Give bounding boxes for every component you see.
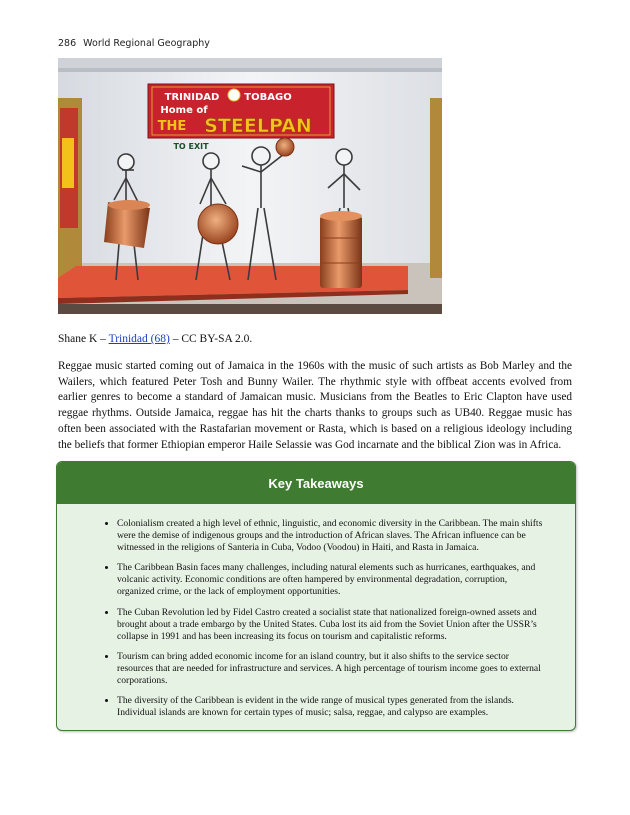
caption-link-trinidad[interactable]: Trinidad (68): [108, 333, 170, 345]
book-title: World Regional Geography: [83, 38, 210, 49]
caption-license: – CC BY-SA 2.0.: [172, 333, 253, 345]
exit-sign: TO EXIT: [173, 142, 209, 151]
banner-text-tobago: TOBAGO: [244, 92, 292, 103]
takeaway-item: • The Caribbean Basin faces many challenges, including natural elements such as hurricanes, earthquakes, and volcanic activity. Economic conditions are often hampered by environmental degradation, corruption, organized crime, or the lack of employment opportunities.: [117, 562, 547, 598]
steelpan-banner: [148, 84, 334, 138]
key-takeaways-title: Key Takeaways: [57, 462, 575, 504]
oil-drum-4: [320, 216, 362, 288]
takeaway-item: • Colonialism created a high level of ethnic, linguistic, and economic diversity in the Caribbean. The main shifts were the demise of indigenous groups and the introduction of African slaves. The African influence can be witnessed in the religions of Santeria in Cuba, Vodoo (Voodou) in Haiti, and Rasta in Jamaica.: [117, 518, 547, 554]
steelpan-photo: [58, 58, 442, 314]
steelpan-3: [276, 138, 294, 156]
banner-text-steelpan: STEELPAN: [204, 115, 312, 137]
takeaway-item: • The diversity of the Caribbean is evident in the wide range of musical types generated from the islands. Individual islands are known for certain types of music; salsa, reggae, and calypso are examples.: [117, 695, 547, 719]
page-number: 286: [58, 38, 77, 49]
takeaway-item: • Tourism can bring added economic income for an island country, but it also shifts to the service sector resources that are needed for infrastructure and services. A high percentage of tourism income goes to external corporations.: [117, 651, 547, 687]
figure-caption: [58, 333, 252, 345]
running-head: [58, 38, 210, 49]
takeaway-item: • The Cuban Revolution led by Fidel Castro created a socialist state that nationalized foreign-owned assets and brought about a trade embargo by the United States. Cuba lost its aid from the Soviet Union after the USSR’s collapse in 1991 and has been increasing its focus on tourism and capitalistic reforms.: [117, 607, 547, 643]
key-takeaways-box: [56, 461, 576, 731]
steelpan-2: [198, 204, 238, 244]
banner-text-home: Home of: [160, 105, 208, 116]
banner-text-the: THE: [157, 119, 187, 134]
banner-text-trinidad: TRINIDAD: [164, 92, 220, 103]
caption-author: Shane K –: [58, 333, 106, 345]
key-takeaways-list: [57, 518, 575, 719]
reggae-paragraph: Reggae music started coming out of Jamaica in the 1960s with the music of such artists as Bob Marley and the Wailers, which featured Peter Tosh and Bunny Wailer. The rhythmic style with offbeat accents evolved from earlier genres to become a standard of Jamaican music. Musicians from the Beatles to Eric Clapton have used reggae rhythms. Outside Jamaica, reggae has hit the charts thanks to groups such as UB40. Reggae music has often been associated with the Rastafarian movement or Rasta, which is based on a religious ideology including the beliefs that former Ethiopian emperor Haile Selassie was God incarnate and the biblical Zion was in Africa.: [58, 360, 572, 451]
